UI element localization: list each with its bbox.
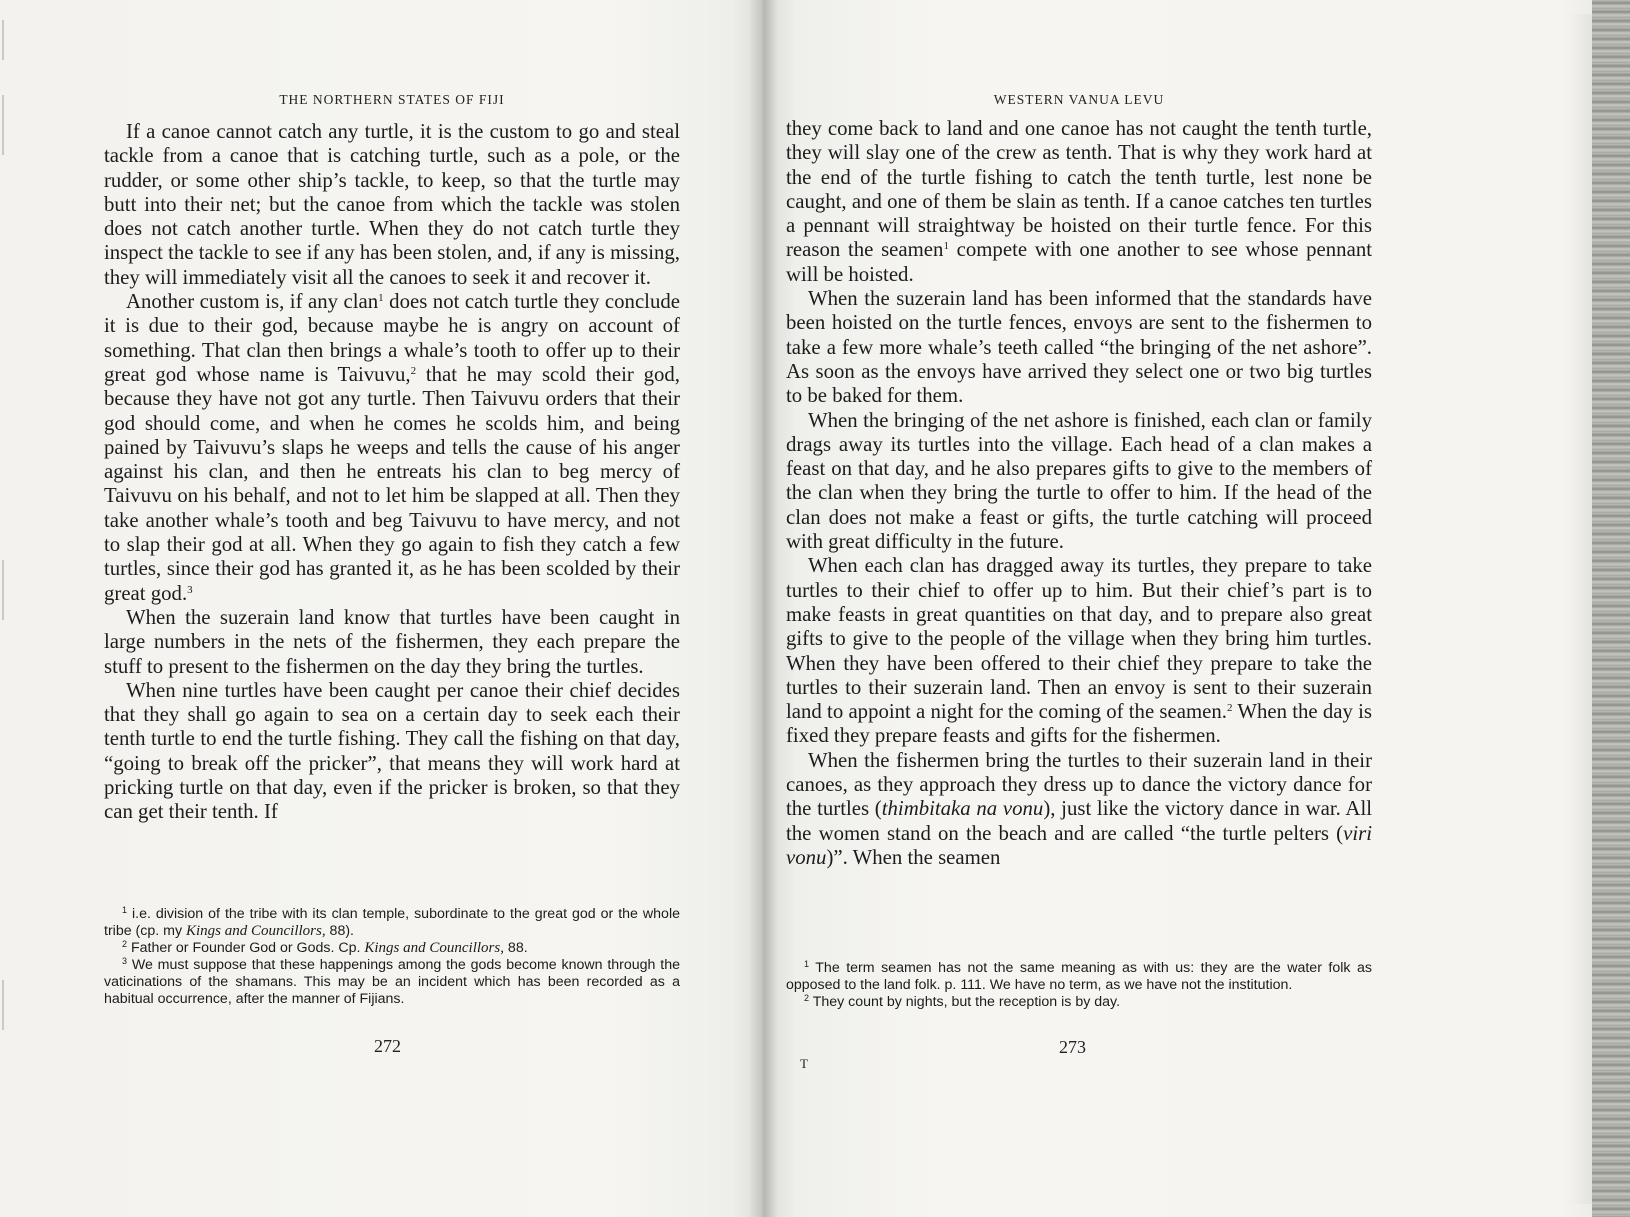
- paragraph: [786, 554, 1372, 748]
- text-run: When the fishermen bring the turtles to their suzerain land in their canoes, as they approach they dress up to dance the victory dance for the turtles (: [786, 748, 1372, 821]
- page-edge-mark: [2, 95, 4, 155]
- page-number-right: 273: [1059, 1037, 1086, 1057]
- page-stack-shadow: [1570, 14, 1592, 1204]
- paragraph: [104, 606, 680, 679]
- text-run: Father or Founder God or Gods. Cp.: [127, 940, 365, 956]
- page-edge-mark: [2, 980, 4, 1030]
- text-run: does not catch turtle they conclude it is due to their god, because maybe he is angry on account of something. That clan then brings a whale’s tooth to offer up to their great god whose name is Taivuvu,: [104, 290, 680, 386]
- signature-mark: T: [800, 1056, 808, 1071]
- text-run: ), just like the victory dance in war. All the women stand on the beach and are called “the turtle pelters (: [786, 797, 1373, 845]
- note-reference: 2: [410, 364, 417, 377]
- paragraph: [786, 409, 1372, 555]
- paragraph: [104, 290, 680, 606]
- note-reference: 1: [122, 905, 128, 915]
- note-reference: 3: [122, 956, 128, 966]
- right-footnotes: [786, 960, 1372, 1011]
- text-run: When each clan has dragged away its turtles, they prepare to take turtles to their chief to offer up to him. But their chief’s part is to make feasts in great quantities on that day, and to prepare also great gifts to give to the people of the village when they bring him turtles. When they have been offered to their chief they prepare to take the turtles to their suzerain land. Then an envoy is sent to their suzerain land to appoint a night for the coming of the seamen.: [786, 554, 1372, 724]
- note-reference: 1: [804, 959, 810, 969]
- left-page: [0, 0, 762, 1217]
- running-head-left: THE NORTHERN STATES OF FIJI: [279, 92, 505, 107]
- text-run: 88.: [503, 940, 528, 956]
- text-run: When the suzerain land know that turtles have been caught in large numbers in the nets of the fishermen, they each prepare the stuff to present to the fishermen on the day they bring the turtles.: [104, 605, 680, 678]
- page-edge-mark: [2, 560, 4, 620]
- note-reference: 3: [187, 583, 193, 596]
- book-gutter: [748, 0, 778, 1217]
- left-footnotes: [104, 906, 680, 1008]
- paragraph: [104, 679, 680, 825]
- text-run: When the bringing of the net ashore is finished, each clan or family drags away its turtles into the village. Each head of a clan makes a feast on that day, and he also prepares gifts to give to the members of the clan when they bring the turtle to offer to him. If the head of the clan does not make a feast or gifts, the turtle catching will proceed with great difficulty in the future.: [786, 408, 1372, 554]
- text-run: We must suppose that these happenings among the gods become known through the vaticinations of the shamans. This may be an incident which has been recorded as a habitual occurrence, after the manner of Fijians.: [104, 957, 680, 1007]
- italic-run: viri vonu: [786, 821, 1372, 869]
- text-run: that he may scold their god, because they have not got any turtle. Then Taivuvu orders that their god should come, and when he comes he scolds him, and being pained by Taivuvu’s slaps he weeps and tells the cause of his anger against his clan, and then he entreats his clan to beg mercy of Taivuvu on his behalf, and not to let him be slapped at all. Then they take another whale’s tooth and beg Taivuvu to have mercy, and not to slap their god at all. When they go again to fish they catch a few turtles, since their god has granted it, as he has been scolded by their great god.: [104, 362, 680, 605]
- page-edge-mark: [2, 20, 4, 60]
- running-head-right: WESTERN VANUA LEVU: [993, 92, 1165, 107]
- footnote: [786, 994, 1372, 1011]
- text-run: When the suzerain land has been informed that the standards have been hoisted on the turtle fences, envoys are sent to the fishermen to take a few more whale’s teeth called “the bringing of the net ashore”. As soon as the envoys have arrived they select one or two big turtles to be baked for them.: [786, 287, 1372, 408]
- text-run: they come back to land and one canoe has not caught the tenth turtle, they will slay one of the crew as tenth. That is why they work hard at the end of the turtle fishing to catch the tenth turtle, lest none be caught, and one of them be slain as tenth. If a canoe catches ten turtles a pennant will straightway be hoisted on their turtle fence. For this reason the seamen: [786, 117, 1372, 262]
- paragraph: [786, 117, 1372, 287]
- page-number-left: 272: [374, 1036, 401, 1056]
- note-reference: 1: [378, 292, 384, 305]
- left-body-text: [104, 120, 680, 825]
- note-reference: 2: [122, 939, 128, 949]
- page-stack-edge: [1592, 0, 1630, 1217]
- footnote: [104, 957, 680, 1008]
- right-page: [762, 0, 1630, 1217]
- paragraph: [786, 287, 1372, 408]
- text-run: They count by nights, but the reception is by day.: [809, 994, 1121, 1010]
- text-run: When the day is fixed they prepare feasts and gifts for the fishermen.: [786, 700, 1372, 748]
- note-reference: 1: [943, 240, 949, 253]
- text-run: )”. When the seamen: [826, 845, 1001, 869]
- text-run: 88).: [325, 923, 354, 939]
- paragraph: [104, 120, 680, 290]
- text-run: Another custom is, if any clan: [126, 290, 379, 314]
- text-run: The term seamen has not the same meaning as with us: they are the water folk as opposed to the land folk. p. 111. We have no term, as we have not the institution.: [786, 960, 1372, 993]
- footnote: [104, 906, 680, 940]
- note-reference: 2: [1226, 702, 1233, 715]
- right-body-text: [786, 117, 1372, 870]
- italic-run: thimbitaka na vonu: [881, 797, 1044, 821]
- footnote: [104, 940, 680, 957]
- text-run: compete with one another to see whose pennant will be hoisted.: [786, 238, 1372, 286]
- italic-run: Kings and Councillors,: [364, 940, 504, 956]
- italic-run: Kings and Councillors,: [186, 923, 326, 939]
- text-run: If a canoe cannot catch any turtle, it is the custom to go and steal tackle from a canoe that is catching turtle, such as a pole, or the rudder, or some other ship’s tackle, to keep, so that the turtle may butt into their net; but the canoe from which the tackle was stolen does not catch another turtle. When they do not catch turtle they inspect the tackle to see if any has been stolen, and, if any is missing, they will immediately visit all the canoes to seek it and recover it.: [104, 120, 680, 289]
- note-reference: 2: [804, 993, 810, 1003]
- paragraph: [786, 749, 1372, 870]
- text-run: When nine turtles have been caught per canoe their chief decides that they shall go again to sea on a certain day to seek each their tenth turtle to end the turtle fishing. They call the fishing on that day, “going to break off the pricker”, that means they will work hard at pricking turtle on that day, even if the pricker is broken, so that they can get their tenth. If: [104, 678, 680, 824]
- text-run: i.e. division of the tribe with its clan temple, subordinate to the great god or the whole tribe (cp. my: [104, 906, 680, 939]
- footnote: [786, 960, 1372, 994]
